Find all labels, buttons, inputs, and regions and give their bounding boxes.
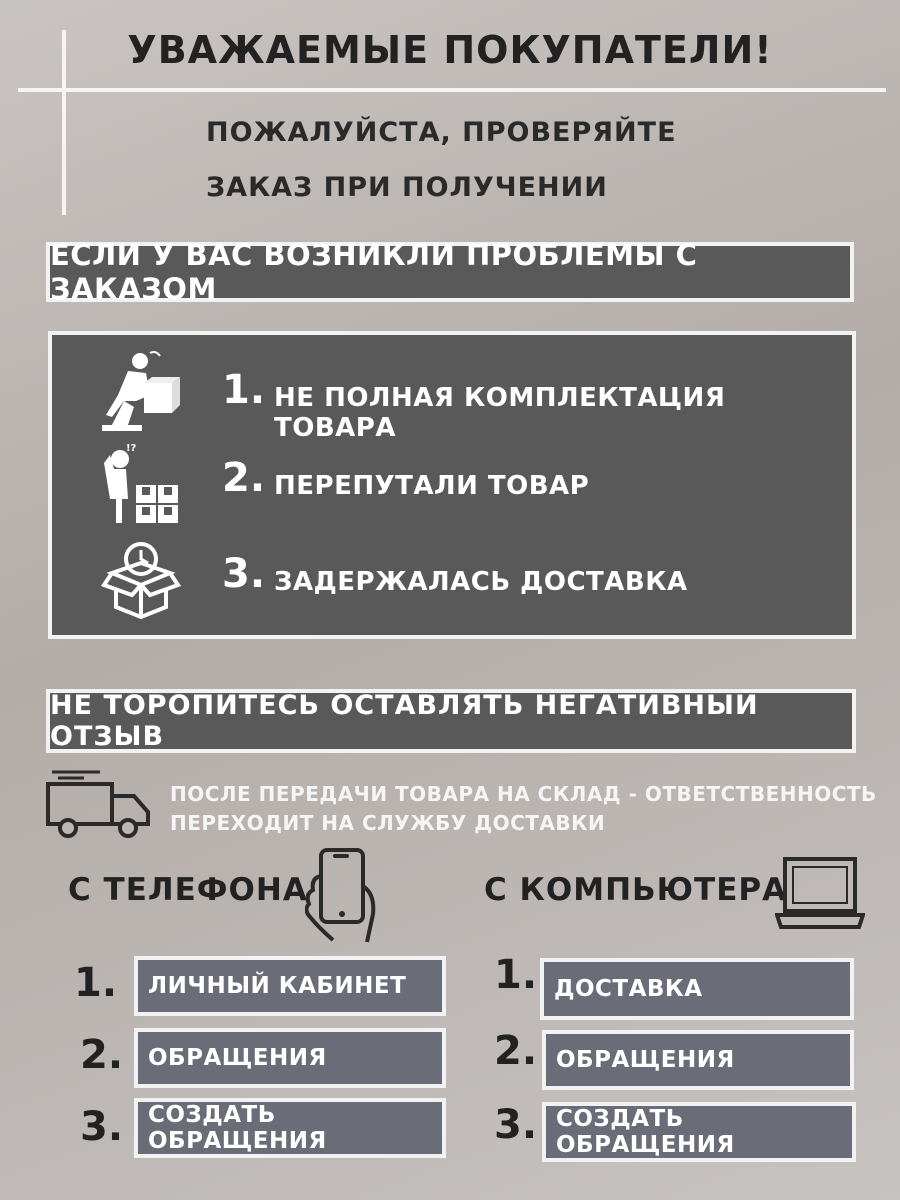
decorative-horizontal-line: [18, 88, 886, 92]
page-title: УВАЖАЕМЫЕ ПОКУПАТЕЛИ!: [127, 28, 773, 72]
phone-step-number: 1.: [74, 960, 118, 1006]
problem-number: 1.: [222, 367, 266, 413]
note-line-2: ПЕРЕХОДИТ НА СЛУЖБУ ДОСТАВКИ: [170, 811, 606, 835]
problem-item: [52, 537, 852, 627]
subtitle-line-2: ЗАКАЗ ПРИ ПОЛУЧЕНИИ: [206, 172, 608, 203]
computer-step-delivery: ДОСТАВКА: [540, 958, 854, 1020]
phone-step-number: 2.: [80, 1032, 124, 1078]
phone-step-create-appeal: СОЗДАТЬ ОБРАЩЕНИЯ: [134, 1098, 446, 1158]
computer-step-number: 2.: [494, 1028, 538, 1074]
computer-step-create-appeal: СОЗДАТЬ ОБРАЩЕНИЯ: [542, 1102, 856, 1162]
note-line-1: ПОСЛЕ ПЕРЕДАЧИ ТОВАРА НА СКЛАД - ОТВЕТСТВЕННОСТЬ: [170, 782, 877, 806]
problems-panel: [48, 331, 856, 639]
delivery-truck-icon: [44, 770, 154, 842]
phone-step-number: 3.: [80, 1104, 124, 1150]
problem-text: НЕ ПОЛНАЯ КОМПЛЕКТАЦИЯ ТОВАРА: [274, 383, 726, 443]
svg-text:!?: !?: [126, 443, 137, 454]
problem-item: [52, 349, 852, 443]
laptop-icon: [775, 855, 865, 931]
problem-text: ПЕРЕПУТАЛИ ТОВАР: [274, 471, 590, 501]
computer-step-appeals: ОБРАЩЕНИЯ: [542, 1030, 854, 1090]
problem-number: 2.: [222, 455, 266, 501]
computer-heading: С КОМПЬЮТЕРА: [484, 872, 788, 908]
computer-step-number: 3.: [494, 1102, 538, 1148]
subtitle-line-1: ПОЖАЛУЙСТА, ПРОВЕРЯЙТЕ: [206, 117, 677, 148]
box-clock-icon: [98, 537, 184, 623]
computer-step-number: 1.: [494, 952, 538, 998]
problem-number: 3.: [222, 551, 266, 597]
phone-step-personal-account: ЛИЧНЫЙ КАБИНЕТ: [134, 956, 446, 1016]
person-carrying-box-icon: [98, 349, 184, 435]
problem-text: ЗАДЕРЖАЛАСЬ ДОСТАВКА: [274, 567, 688, 597]
review-banner: НЕ ТОРОПИТЕСЬ ОСТАВЛЯТЬ НЕГАТИВНЫЙ ОТЗЫВ: [46, 689, 856, 753]
smartphone-hand-icon: [305, 846, 380, 946]
problem-item: [52, 441, 852, 531]
phone-heading: С ТЕЛЕФОНА: [68, 872, 308, 908]
problems-banner: ЕСЛИ У ВАС ВОЗНИКЛИ ПРОБЛЕМЫ С ЗАКАЗОМ: [46, 242, 854, 302]
phone-step-appeals: ОБРАЩЕНИЯ: [134, 1028, 446, 1088]
confused-person-boxes-icon: [98, 441, 184, 527]
